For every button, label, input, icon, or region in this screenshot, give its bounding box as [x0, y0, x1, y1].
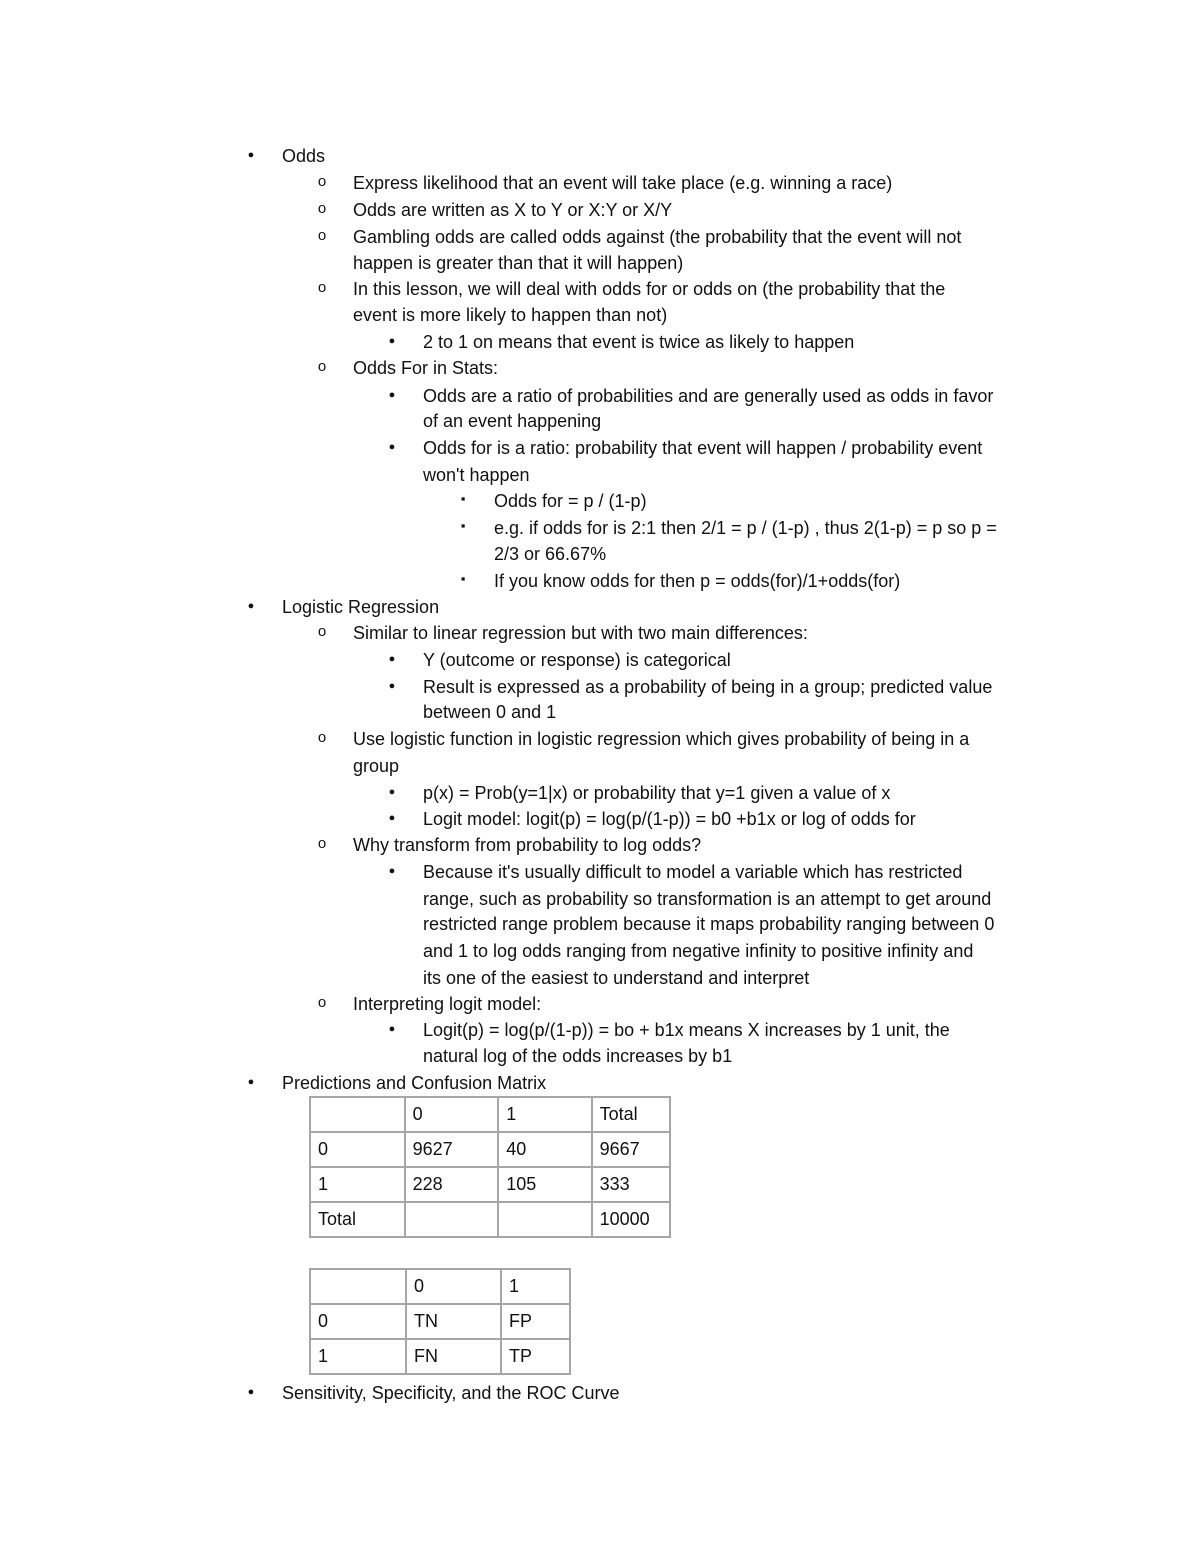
table-cell: 1 — [501, 1269, 570, 1304]
bullet-disc-icon — [384, 675, 400, 697]
table-cell — [405, 1202, 499, 1237]
table-cell: 105 — [498, 1167, 591, 1202]
bullet-disc-icon — [384, 384, 400, 406]
bullet-disc-icon — [384, 781, 400, 803]
table-cell: FP — [501, 1304, 570, 1339]
table-row — [310, 1097, 670, 1132]
text-line: natural log of the odds increases by b1 — [423, 1046, 733, 1066]
bullet-disc-icon — [243, 144, 259, 166]
text-line: and 1 to log odds ranging from negative infinity to positive infinity and — [423, 941, 974, 961]
text-line: event is more likely to happen than not) — [353, 305, 668, 325]
text-line: Result is expressed as a probability of being in a group; predicted value — [423, 677, 993, 697]
bullet-circle-icon — [314, 171, 330, 193]
text-line: Odds are a ratio of probabilities and are generally used as odds in favor — [423, 386, 994, 406]
table-cell: 1 — [498, 1097, 591, 1132]
text-line: Odds for is a ratio: probability that event will happen / probability event — [423, 438, 983, 458]
text-line: Odds For in Stats: — [353, 358, 499, 378]
bullet-square-icon — [455, 569, 471, 591]
bullet-circle-icon — [314, 198, 330, 220]
text-line: e.g. if odds for is 2:1 then 2/1 = p / (1-p) , thus 2(1-p) = p so p = — [494, 518, 997, 538]
text-line: won't happen — [423, 465, 530, 485]
bullet-disc-icon — [243, 1071, 259, 1093]
table-cell: 9667 — [592, 1132, 670, 1167]
text-line: 2/3 or 66.67% — [494, 544, 607, 564]
text-line: happen is greater than that it will happen) — [353, 253, 684, 273]
text-line: Y (outcome or response) is categorical — [423, 650, 731, 670]
bullet-circle-icon — [314, 277, 330, 299]
text-line: Similar to linear regression but with two main differences: — [353, 623, 808, 643]
table-cell: 1 — [310, 1167, 405, 1202]
text-line: Logit(p) = log(p/(1-p)) = bo + b1x means X increases by 1 unit, the — [423, 1020, 950, 1040]
table-cell: 0 — [310, 1132, 405, 1167]
table-cell: TP — [501, 1339, 570, 1374]
text-line: of an event happening — [423, 411, 602, 431]
text-line: Because it's usually difficult to model a variable which has restricted — [423, 862, 963, 882]
text-line: Odds are written as X to Y or X:Y or X/Y — [353, 200, 673, 220]
table-row — [310, 1304, 570, 1339]
table-cell: 9627 — [405, 1132, 499, 1167]
bullet-square-icon — [455, 516, 471, 538]
bullet-disc-icon — [384, 807, 400, 829]
bullet-disc-icon — [384, 860, 400, 882]
text-line: between 0 and 1 — [423, 702, 557, 722]
bullet-disc-icon — [384, 1018, 400, 1040]
table-cell — [310, 1097, 405, 1132]
bullet-disc-icon — [384, 648, 400, 670]
table-cell: 0 — [405, 1097, 499, 1132]
bullet-circle-icon — [314, 992, 330, 1014]
bullet-disc-icon — [384, 330, 400, 352]
table-cell: FN — [406, 1339, 501, 1374]
heading-odds: Odds — [282, 146, 326, 166]
confusion-matrix-labels-table — [309, 1268, 571, 1375]
text-line: group — [353, 756, 400, 776]
bullet-disc-icon — [384, 436, 400, 458]
text-line: Interpreting logit model: — [353, 994, 542, 1014]
text-line: In this lesson, we will deal with odds for or odds on (the probability that the — [353, 279, 946, 299]
table-row — [310, 1339, 570, 1374]
bullet-circle-icon — [314, 727, 330, 749]
confusion-matrix-counts-table — [309, 1096, 671, 1238]
bullet-square-icon — [455, 489, 471, 511]
text-line: Logit model: logit(p) = log(p/(1-p)) = b0 +b1x or log of odds for — [423, 809, 916, 829]
bullet-disc-icon — [243, 1381, 259, 1403]
table-row — [310, 1269, 570, 1304]
table-cell — [498, 1202, 591, 1237]
table-cell: 1 — [310, 1339, 406, 1374]
table-cell: 0 — [406, 1269, 501, 1304]
heading-predictions-confusion-matrix: Predictions and Confusion Matrix — [282, 1073, 547, 1093]
bullet-circle-icon — [314, 833, 330, 855]
text-line: range, such as probability so transformation is an attempt to get around — [423, 889, 992, 909]
table-row — [310, 1167, 670, 1202]
text-line: Odds for = p / (1-p) — [494, 491, 647, 511]
text-line: 2 to 1 on means that event is twice as likely to happen — [423, 332, 855, 352]
bullet-circle-icon — [314, 225, 330, 247]
table-cell: 40 — [498, 1132, 591, 1167]
text-line: Use logistic function in logistic regression which gives probability of being in a — [353, 729, 970, 749]
heading-sensitivity-specificity-roc: Sensitivity, Specificity, and the ROC Curve — [282, 1383, 620, 1403]
table-row — [310, 1132, 670, 1167]
text-line: Why transform from probability to log odds? — [353, 835, 702, 855]
table-cell: Total — [310, 1202, 405, 1237]
text-line: p(x) = Prob(y=1|x) or probability that y=1 given a value of x — [423, 783, 891, 803]
heading-logistic-regression: Logistic Regression — [282, 597, 440, 617]
table-cell: 10000 — [592, 1202, 670, 1237]
bullet-circle-icon — [314, 621, 330, 643]
table-row — [310, 1202, 670, 1237]
text-line: Gambling odds are called odds against (the probability that the event will not — [353, 227, 962, 247]
bullet-circle-icon — [314, 356, 330, 378]
text-line: If you know odds for then p = odds(for)/1+odds(for) — [494, 571, 901, 591]
table-cell: Total — [592, 1097, 670, 1132]
bullet-disc-icon — [243, 595, 259, 617]
table-cell: 0 — [310, 1304, 406, 1339]
table-cell: 228 — [405, 1167, 499, 1202]
table-cell: TN — [406, 1304, 501, 1339]
text-line: its one of the easiest to understand and interpret — [423, 968, 810, 988]
text-line: Express likelihood that an event will take place (e.g. winning a race) — [353, 173, 893, 193]
table-cell — [310, 1269, 406, 1304]
text-line: restricted range problem because it maps probability ranging between 0 — [423, 914, 995, 934]
table-cell: 333 — [592, 1167, 670, 1202]
